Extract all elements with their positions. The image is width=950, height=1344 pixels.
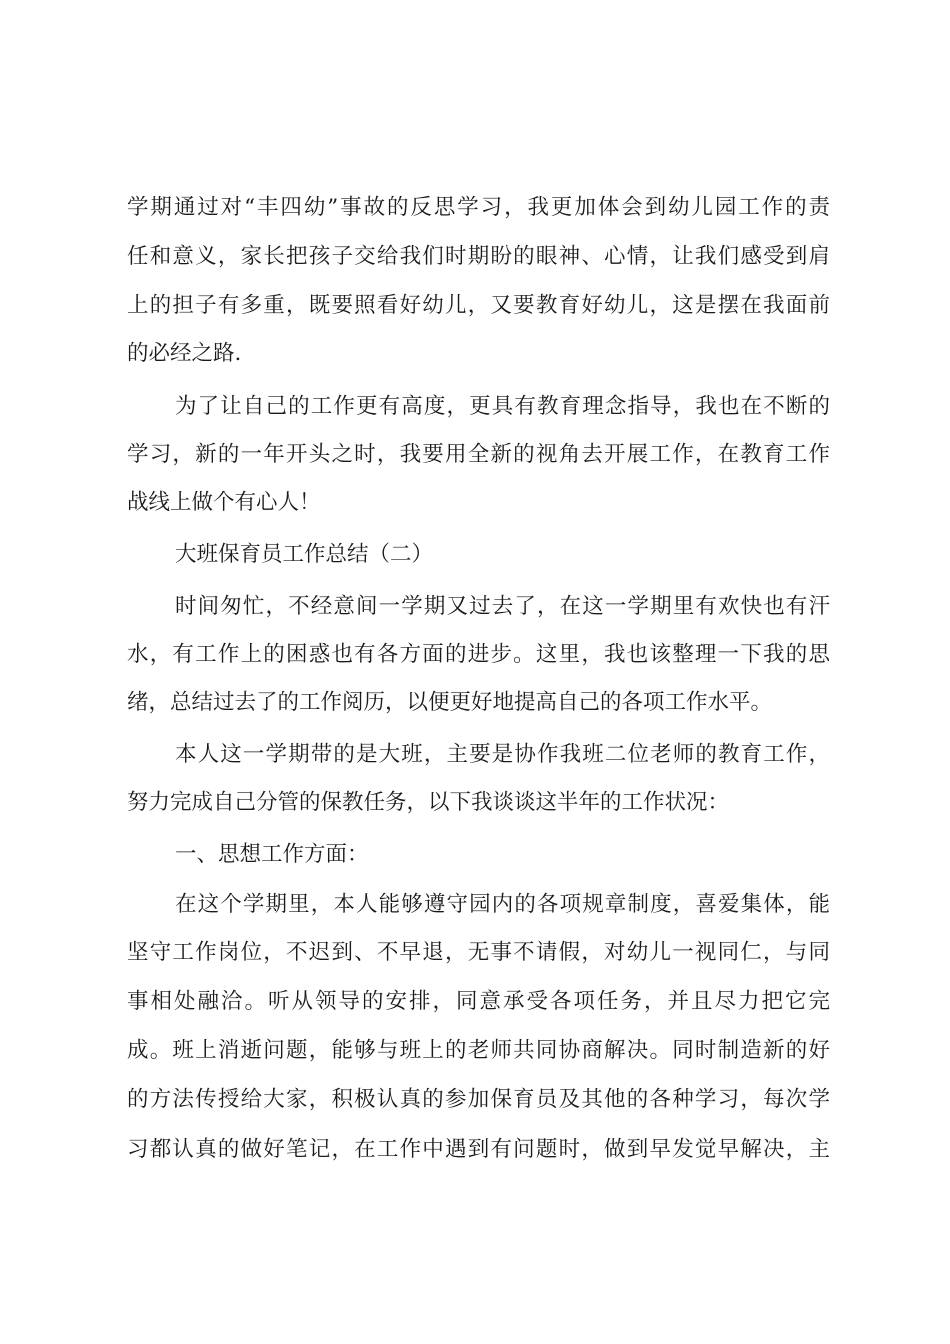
body-text-line: 学期通过对“丰四幼”事故的反思学习，我更加体会到幼儿园工作的责 [127,195,830,220]
subsection-heading: 一、思想工作方面： [175,842,369,867]
body-text-line: 上的担子有多重，既要照看好幼儿，又要教育好幼儿，这是摆在我面前 [127,293,830,318]
body-text-line: 成。班上消逝问题，能够与班上的老师共同协商解决。同时制造新的好 [127,1038,830,1063]
body-text-line: 水，有工作上的困惑也有各方面的进步。这里，我也该整理一下我的思 [127,642,830,667]
body-text-line: 坚守工作岗位，不迟到、不早退，无事不请假，对幼儿一视同仁，与同 [127,940,830,965]
body-text-line: 战线上做个有心人！ [127,490,321,515]
section-heading: 大班保育员工作总结（二） [175,542,434,567]
body-text-line: 绪，总结过去了的工作阅历，以便更好地提高自己的各项工作水平。 [127,690,773,715]
body-text-line: 努力完成自己分管的保教任务，以下我谈谈这半年的工作状况： [127,790,730,815]
paragraph-first-line: 时间匆忙，不经意间一学期又过去了，在这一学期里有欢快也有汗 [175,594,830,619]
body-text-line: 事相处融洽。听从领导的安排，同意承受各项任务，并且尽力把它完 [127,989,830,1014]
paragraph-first-line: 在这个学期里，本人能够遵守园内的各项规章制度，喜爱集体，能 [175,892,830,917]
body-text-line: 习都认真的做好笔记，在工作中遇到有问题时，做到早发觉早解决，主 [127,1137,830,1162]
body-text-line: 任和意义，家长把孩子交给我们时期盼的眼神、心情，让我们感受到肩 [127,244,830,269]
body-text-line: 的必经之路. [127,341,242,366]
paragraph-first-line: 本人这一学期带的是大班，主要是协作我班二位老师的教育工作， [175,742,830,767]
body-text-line: 学习，新的一年开头之时，我要用全新的视角去开展工作，在教育工作 [127,442,830,467]
body-text-line: 的方法传授给大家，积极认真的参加保育员及其他的各种学习，每次学 [127,1087,830,1112]
paragraph-first-line: 为了让自己的工作更有高度，更具有教育理念指导，我也在不断的 [175,394,830,419]
